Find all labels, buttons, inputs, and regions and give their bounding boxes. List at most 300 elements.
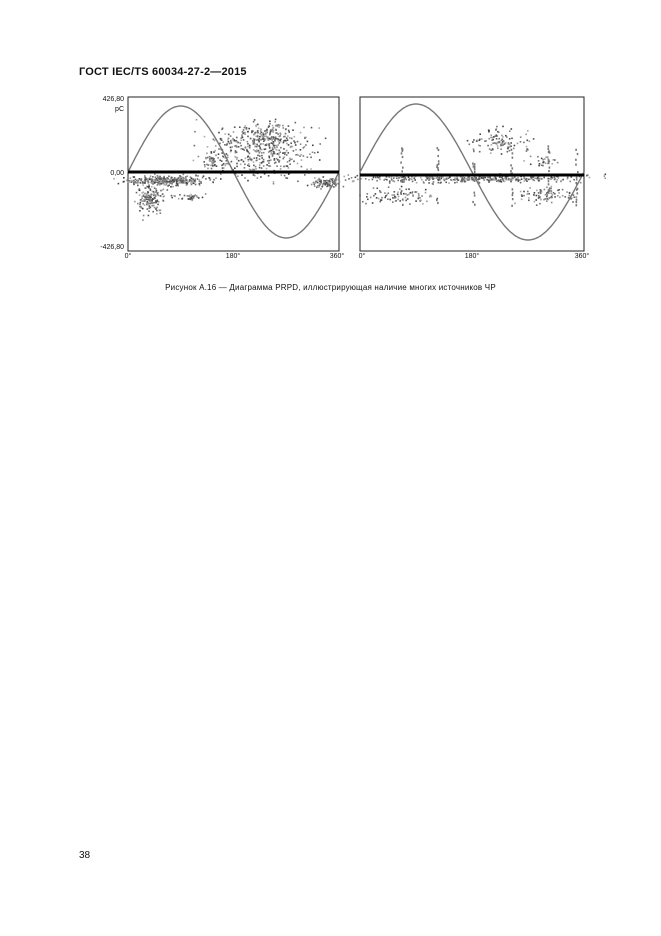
pd-pulse-dot (253, 157, 255, 159)
pd-pulse-dot (284, 140, 286, 142)
pd-pulse-dot (541, 158, 543, 160)
pd-pulse-dot (313, 184, 315, 186)
pd-pulse-dot (242, 148, 244, 150)
pd-pulse-dot (574, 196, 576, 198)
pd-pulse-dot (247, 150, 249, 152)
pd-pulse-dot (259, 158, 261, 160)
pd-pulse-dot (379, 179, 381, 181)
pd-pulse-dot (145, 179, 147, 181)
x-tick-180: 180° (225, 253, 241, 260)
pd-pulse-dot (269, 133, 271, 135)
pd-pulse-dot (252, 140, 254, 142)
pd-pulse-dot (432, 183, 434, 185)
pd-pulse-dot (174, 195, 176, 197)
chart-frame (128, 97, 339, 251)
pd-pulse-dot (397, 199, 399, 201)
pd-pulse-dot (242, 131, 244, 133)
pd-pulse-dot (279, 142, 281, 144)
pd-pulse-dot (407, 194, 409, 196)
pd-pulse-dot (605, 174, 607, 176)
pd-pulse-dot (502, 144, 504, 146)
pd-pulse-dot (231, 140, 233, 142)
pd-pulse-dot (182, 178, 184, 180)
pd-pulse-dot (526, 180, 528, 182)
pd-pulse-dot (276, 158, 278, 160)
pd-pulse-dot (408, 194, 410, 196)
pd-pulse-dot (285, 128, 287, 130)
pd-pulse-dot (437, 164, 439, 166)
pd-pulse-dot (170, 186, 172, 188)
pd-pulse-dot (587, 174, 589, 176)
pd-pulse-dot (283, 127, 285, 129)
pd-pulse-dot (488, 181, 490, 183)
pd-pulse-dot (152, 176, 154, 178)
pd-pulse-dot (554, 159, 556, 161)
pd-pulse-dot (288, 131, 290, 133)
pd-pulse-dot (448, 182, 450, 184)
pd-pulse-dot (261, 155, 263, 157)
pd-pulse-dot (539, 178, 541, 180)
pd-pulse-dot (269, 147, 271, 149)
pd-pulse-dot (389, 199, 391, 201)
pd-pulse-dot (236, 163, 238, 165)
pd-pulse-dot (503, 141, 505, 143)
pd-pulse-dot (512, 157, 514, 159)
pd-pulse-dot (528, 197, 530, 199)
pd-pulse-dot (247, 136, 249, 138)
pd-pulse-dot (537, 156, 539, 158)
pd-pulse-dot (490, 137, 492, 139)
pd-pulse-dot (315, 181, 317, 183)
pd-pulse-dot (208, 164, 210, 166)
pd-pulse-dot (604, 177, 606, 179)
pd-pulse-dot (312, 152, 314, 154)
pd-pulse-dot (526, 148, 528, 150)
pd-pulse-dot (156, 210, 158, 212)
pd-pulse-dot (498, 141, 500, 143)
pd-pulse-dot (453, 179, 455, 181)
pd-pulse-dot (276, 165, 278, 167)
pd-pulse-dot (186, 182, 188, 184)
pd-pulse-dot (576, 177, 578, 179)
pd-pulse-dot (255, 136, 257, 138)
pd-pulse-dot (462, 178, 464, 180)
pd-pulse-dot (569, 195, 571, 197)
pd-pulse-dot (543, 177, 545, 179)
pd-pulse-dot (319, 181, 321, 183)
pd-pulse-dot (290, 142, 292, 144)
pd-pulse-dot (300, 143, 302, 145)
pd-pulse-dot (288, 125, 290, 127)
pd-pulse-dot (247, 165, 249, 167)
pd-pulse-dot (166, 180, 168, 182)
pd-pulse-dot (279, 156, 281, 158)
pd-pulse-dot (549, 152, 551, 154)
pd-pulse-dot (147, 186, 149, 188)
pd-pulse-dot (511, 138, 513, 140)
pd-pulse-dot (210, 179, 212, 181)
pd-pulse-dot (144, 175, 146, 177)
pd-pulse-dot (136, 192, 138, 194)
pd-pulse-dot (307, 185, 309, 187)
pd-pulse-dot (187, 175, 189, 177)
pd-pulse-dot (206, 153, 208, 155)
pd-pulse-dot (249, 153, 251, 155)
pd-pulse-dot (575, 149, 577, 151)
x-tick-360: 360° (329, 253, 345, 260)
pd-pulse-dot (274, 153, 276, 155)
pd-pulse-dot (467, 179, 469, 181)
pd-pulse-dot (274, 121, 276, 123)
pd-pulse-dot (143, 201, 145, 203)
pd-pulse-dot (283, 166, 285, 168)
pd-pulse-dot (167, 185, 169, 187)
pd-pulse-dot (183, 180, 185, 182)
pd-pulse-dot (269, 121, 271, 123)
pd-pulse-dot (520, 141, 522, 143)
pd-pulse-dot (509, 130, 511, 132)
pd-pulse-dot (244, 132, 246, 134)
pd-pulse-dot (541, 178, 543, 180)
pd-pulse-dot (226, 153, 228, 155)
pd-pulse-dot (436, 199, 438, 201)
pd-pulse-dot (509, 179, 511, 181)
pd-pulse-dot (170, 178, 172, 180)
pd-pulse-dot (273, 151, 275, 153)
pd-pulse-dot (167, 181, 169, 183)
pd-pulse-dot (481, 177, 483, 179)
pd-pulse-dot (237, 175, 239, 177)
pd-pulse-dot (189, 179, 191, 181)
pd-pulse-dot (529, 187, 531, 189)
pd-pulse-dot (366, 196, 368, 198)
pd-pulse-dot (538, 160, 540, 162)
pd-pulse-dot (148, 192, 150, 194)
pd-pulse-dot (192, 197, 194, 199)
pd-pulse-dot (409, 178, 411, 180)
pd-pulse-dot (552, 159, 554, 161)
pd-pulse-dot (152, 211, 154, 213)
pd-pulse-dot (589, 177, 591, 179)
pd-pulse-dot (245, 158, 247, 160)
x-tick-0: 0° (124, 253, 132, 260)
pd-pulse-dot (285, 177, 287, 179)
pd-pulse-dot (497, 131, 499, 133)
pd-pulse-dot (495, 177, 497, 179)
pd-pulse-dot (474, 204, 476, 206)
pd-pulse-dot (191, 177, 193, 179)
pd-pulse-dot (242, 133, 244, 135)
pd-pulse-dot (278, 154, 280, 156)
pd-pulse-dot (139, 206, 141, 208)
pd-pulse-dot (248, 163, 250, 165)
pd-pulse-dot (147, 180, 149, 182)
pd-pulse-dot (225, 133, 227, 135)
pd-pulse-dot (229, 143, 231, 145)
pd-pulse-dot (215, 177, 217, 179)
pd-pulse-dot (150, 207, 152, 209)
pd-pulse-dot (388, 176, 390, 178)
pd-pulse-dot (169, 182, 171, 184)
pd-pulse-dot (533, 138, 535, 140)
pd-pulse-dot (367, 193, 369, 195)
pd-pulse-dot (332, 180, 334, 182)
pd-pulse-dot (206, 164, 208, 166)
pd-pulse-dot (538, 192, 540, 194)
pd-pulse-dot (320, 181, 322, 183)
pd-pulse-dot (260, 162, 262, 164)
pd-pulse-dot (479, 133, 481, 135)
pd-pulse-dot (282, 152, 284, 154)
pd-pulse-dot (377, 177, 379, 179)
pd-pulse-dot (550, 188, 552, 190)
pd-pulse-dot (496, 180, 498, 182)
pd-pulse-dot (485, 177, 487, 179)
pd-pulse-dot (488, 131, 490, 133)
pd-pulse-dot (429, 179, 431, 181)
pd-pulse-dot (263, 159, 265, 161)
pd-pulse-dot (425, 189, 427, 191)
pd-pulse-dot (495, 143, 497, 145)
pd-pulse-dot (392, 197, 394, 199)
pd-pulse-dot (318, 186, 320, 188)
pd-pulse-dot (501, 181, 503, 183)
pd-pulse-dot (573, 194, 575, 196)
pd-pulse-dot (467, 140, 469, 142)
pd-pulse-dot (323, 180, 325, 182)
pd-pulse-dot (232, 146, 234, 148)
pd-pulse-dot (244, 164, 246, 166)
pd-pulse-dot (271, 152, 273, 154)
pd-pulse-dot (284, 154, 286, 156)
pd-pulse-dot (252, 169, 254, 171)
pd-pulse-dot (163, 189, 165, 191)
pd-pulse-dot (223, 156, 225, 158)
pd-pulse-dot (515, 178, 517, 180)
pd-pulse-dot (501, 153, 503, 155)
pd-pulse-dot (442, 176, 444, 178)
pd-pulse-dot (357, 175, 359, 177)
pd-pulse-dot (288, 152, 290, 154)
pd-pulse-dot (562, 189, 564, 191)
pd-pulse-dot (511, 149, 513, 151)
pd-pulse-dot (260, 129, 262, 131)
pd-pulse-dot (288, 144, 290, 146)
pd-pulse-dot (548, 183, 550, 185)
pd-pulse-dot (486, 179, 488, 181)
pd-pulse-dot (386, 179, 388, 181)
pd-pulse-dot (527, 130, 529, 132)
pd-pulse-dot (400, 162, 402, 164)
pd-pulse-dot (443, 179, 445, 181)
pd-pulse-dot (423, 182, 425, 184)
pd-pulse-dot (536, 178, 538, 180)
pd-pulse-dot (397, 194, 399, 196)
pd-pulse-dot (261, 132, 263, 134)
pd-pulse-dot (365, 203, 367, 205)
pd-pulse-dot (504, 181, 506, 183)
x-tick-180: 180° (464, 253, 480, 260)
pd-pulse-dot (376, 180, 378, 182)
pd-pulse-dot (527, 140, 529, 142)
pd-pulse-dot (259, 145, 261, 147)
pd-pulse-dot (479, 151, 481, 153)
pd-pulse-dot (243, 129, 245, 131)
pd-pulse-dot (128, 181, 130, 183)
pd-pulse-dot (554, 177, 556, 179)
pd-pulse-dot (394, 197, 396, 199)
prpd-figure (0, 0, 661, 300)
pd-pulse-dot (375, 177, 377, 179)
pd-pulse-dot (277, 153, 279, 155)
pd-pulse-dot (275, 129, 277, 131)
pd-pulse-dot (499, 177, 501, 179)
pd-pulse-dot (318, 178, 320, 180)
pd-pulse-dot (348, 178, 350, 180)
pd-pulse-dot (299, 155, 301, 157)
pd-pulse-dot (145, 200, 147, 202)
pd-pulse-dot (323, 176, 325, 178)
pd-pulse-dot (214, 150, 216, 152)
pd-pulse-dot (156, 213, 158, 215)
pd-pulse-dot (471, 177, 473, 179)
pd-pulse-dot (194, 180, 196, 182)
pd-pulse-dot (411, 179, 413, 181)
pd-pulse-dot (314, 177, 316, 179)
pd-pulse-dot (123, 181, 125, 183)
figure-caption: Рисунок А.16 — Диаграмма PRPD, иллюстрирующая наличие многих источников ЧР (165, 283, 496, 292)
pd-pulse-dot (479, 145, 481, 147)
pd-pulse-dot (193, 160, 195, 162)
pd-pulse-dot (361, 178, 363, 180)
pd-pulse-dot (494, 177, 496, 179)
page-number: 38 (79, 850, 91, 861)
pd-pulse-dot (315, 182, 317, 184)
pd-pulse-dot (205, 193, 207, 195)
pd-pulse-dot (303, 147, 305, 149)
pd-pulse-dot (525, 134, 527, 136)
pd-pulse-dot (389, 182, 391, 184)
pd-pulse-dot (481, 138, 483, 140)
pd-pulse-dot (247, 141, 249, 143)
pd-pulse-dot (146, 203, 148, 205)
pd-pulse-dot (213, 151, 215, 153)
pd-pulse-dot (215, 145, 217, 147)
pd-pulse-dot (380, 191, 382, 193)
pd-pulse-dot (278, 153, 280, 155)
pd-pulse-dot (228, 134, 230, 136)
pd-pulse-dot (263, 136, 265, 138)
pd-pulse-dot (289, 137, 291, 139)
pd-pulse-dot (203, 175, 205, 177)
pd-pulse-dot (576, 196, 578, 198)
pd-pulse-dot (139, 203, 141, 205)
pd-pulse-dot (439, 179, 441, 181)
pd-pulse-dot (394, 181, 396, 183)
pd-pulse-dot (257, 132, 259, 134)
pd-pulse-dot (272, 138, 274, 140)
pd-pulse-dot (490, 134, 492, 136)
pd-pulse-dot (253, 121, 255, 123)
pd-pulse-dot (258, 140, 260, 142)
pd-pulse-dot (147, 199, 149, 201)
pd-pulse-dot (473, 177, 475, 179)
pd-pulse-dot (487, 177, 489, 179)
pd-pulse-dot (276, 149, 278, 151)
pd-pulse-dot (191, 184, 193, 186)
pd-pulse-dot (301, 166, 303, 168)
pd-pulse-dot (511, 128, 513, 130)
pd-pulse-dot (142, 184, 144, 186)
pd-pulse-dot (192, 178, 194, 180)
pd-pulse-dot (388, 186, 390, 188)
pd-pulse-dot (260, 139, 262, 141)
pd-pulse-dot (492, 139, 494, 141)
pd-pulse-dot (365, 178, 367, 180)
pd-pulse-dot (320, 183, 322, 185)
pd-pulse-dot (533, 194, 535, 196)
pd-pulse-dot (269, 160, 271, 162)
pd-pulse-dot (362, 201, 364, 203)
pd-pulse-dot (249, 169, 251, 171)
pd-pulse-dot (405, 178, 407, 180)
pd-pulse-dot (405, 200, 407, 202)
pd-pulse-dot (203, 161, 205, 163)
pd-pulse-dot (279, 150, 281, 152)
pd-pulse-dot (190, 182, 192, 184)
pd-pulse-dot (256, 139, 258, 141)
pd-pulse-dot (230, 135, 232, 137)
pd-pulse-dot (255, 150, 257, 152)
pd-pulse-dot (490, 152, 492, 154)
pd-pulse-dot (485, 140, 487, 142)
pd-pulse-dot (303, 155, 305, 157)
pd-pulse-dot (262, 143, 264, 145)
pd-pulse-dot (325, 183, 327, 185)
pd-pulse-dot (146, 195, 148, 197)
pd-pulse-dot (178, 198, 180, 200)
pd-pulse-dot (456, 178, 458, 180)
pd-pulse-dot (394, 191, 396, 193)
pd-pulse-dot (272, 125, 274, 127)
pd-pulse-dot (575, 164, 577, 166)
pd-pulse-dot (548, 180, 550, 182)
pd-pulse-dot (368, 179, 370, 181)
pd-pulse-dot (166, 183, 168, 185)
pd-pulse-dot (158, 201, 160, 203)
pd-pulse-dot (576, 182, 578, 184)
pd-pulse-dot (294, 136, 296, 138)
pd-pulse-dot (136, 180, 138, 182)
pd-pulse-dot (534, 180, 536, 182)
pd-pulse-dot (502, 179, 504, 181)
pd-pulse-dot (154, 182, 156, 184)
pd-pulse-dot (303, 127, 305, 129)
pd-pulse-dot (311, 184, 313, 186)
pd-pulse-dot (384, 192, 386, 194)
pd-pulse-dot (339, 181, 341, 183)
pd-pulse-dot (404, 193, 406, 195)
pd-pulse-dot (275, 119, 277, 121)
pd-pulse-dot (474, 180, 476, 182)
pd-pulse-dot (536, 190, 538, 192)
pd-pulse-dot (240, 164, 242, 166)
pd-pulse-dot (329, 184, 331, 186)
pd-pulse-dot (420, 200, 422, 202)
pd-pulse-dot (205, 178, 207, 180)
pd-pulse-dot (286, 137, 288, 139)
pd-pulse-dot (540, 193, 542, 195)
